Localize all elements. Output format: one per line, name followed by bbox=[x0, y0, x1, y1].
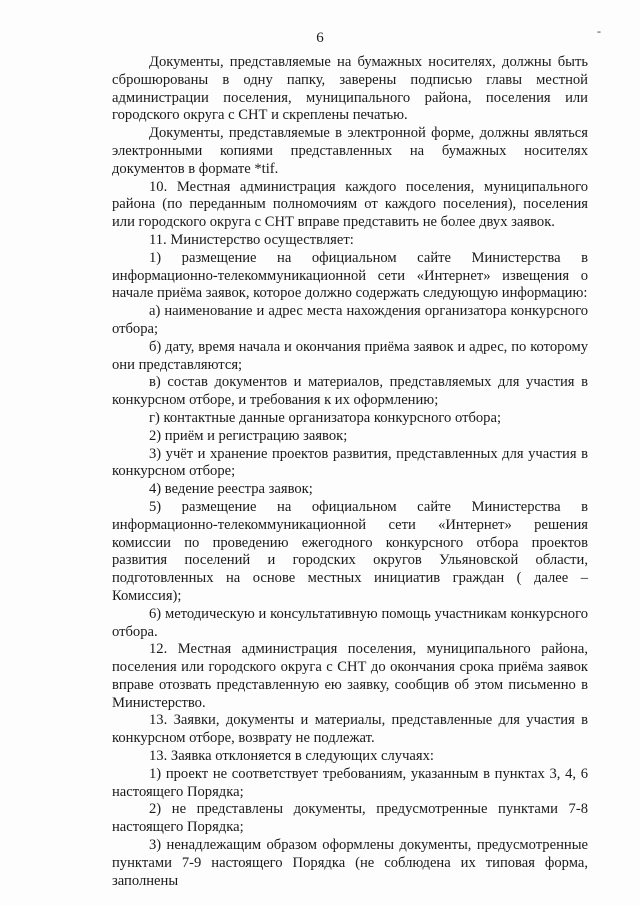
paragraph: Документы, представляемые в электронной форме, должны являться электронными копиями представленных на бумажных носителях документов в формате *tif. bbox=[112, 125, 588, 177]
paragraph: 13. Заявки, документы и материалы, представленные для участия в конкурсном отборе, возврату не подлежат. bbox=[112, 712, 588, 747]
paragraph: 3) ненадлежащим образом оформлены документы, предусмотренные пунктами 7-9 настоящего Порядка (не соблюдена их типовая форма, заполнены bbox=[112, 837, 588, 889]
paragraph: 1) проект не соответствует требованиям, указанным в пунктах 3, 4, 6 настоящего Порядка; bbox=[112, 765, 588, 800]
paragraph: 6) методическую и консультативную помощь участникам конкурсного отбора. bbox=[112, 605, 588, 640]
paragraph: Документы, представляемые на бумажных носителях, должны быть сброшюрованы в одну папку, заверены подписью главы местной администрации поселения, муниципального района, поселения или городского округа с СНТ и скреплены печатью. bbox=[112, 54, 588, 124]
paragraph: 13. Заявка отклоняется в следующих случаях: bbox=[149, 748, 434, 765]
paragraph: г) контактные данные организатора конкурсного отбора; bbox=[149, 409, 502, 426]
paragraph: 2) не представлены документы, предусмотренные пунктами 7-8 настоящего Порядка; bbox=[112, 801, 588, 836]
paragraph: 3) учёт и хранение проектов развития, представленных для участия в конкурсном отборе; bbox=[112, 445, 588, 480]
page-number: 6 bbox=[316, 30, 324, 46]
paragraph: 2) приём и регистрацию заявок; bbox=[149, 427, 348, 444]
paragraph: 11. Министерство осуществляет: bbox=[149, 231, 354, 248]
corner-mark: - bbox=[597, 24, 601, 38]
paragraph: 5) размещение на официальном сайте Министерства в информационно-телекоммуникационной сети «Интернет» решения комиссии по проведению ежегодного конкурсного отбора проектов развития поселений и городских округов Ульяновской области, подготовленных на основе местных инициатив граждан ( далее – Комиссия); bbox=[112, 498, 588, 604]
paragraph: 1) размещение на официальном сайте Министерства в информационно-телекоммуникационной сети «Интернет» извещения о начале приёма заявок, которое должно содержать следующую информацию: bbox=[112, 249, 588, 302]
paragraph: 12. Местная администрация поселения, муниципального района, поселения или городского округа с СНТ до окончания срока приёма заявок вправе отозвать представленную ею заявку, сообщив об этом письменно в Министерство. bbox=[112, 641, 588, 711]
paragraph: 10. Местная администрация каждого поселения, муниципального района (по переданным полномочиям от каждого поселения), поселения или городского округа с СНТ вправе представить не более двух заявок. bbox=[112, 178, 588, 231]
paragraph: б) дату, время начала и окончания приёма заявок и адрес, по которому они представляются; bbox=[112, 338, 588, 373]
paragraph: в) состав документов и материалов, представляемых для участия в конкурсном отборе, и требования к их оформлению; bbox=[112, 374, 588, 409]
paragraph: а) наименование и адрес места нахождения организатора конкурсного отбора; bbox=[112, 303, 588, 337]
body-text bbox=[112, 54, 588, 890]
paragraph: 4) ведение реестра заявок; bbox=[149, 481, 313, 498]
